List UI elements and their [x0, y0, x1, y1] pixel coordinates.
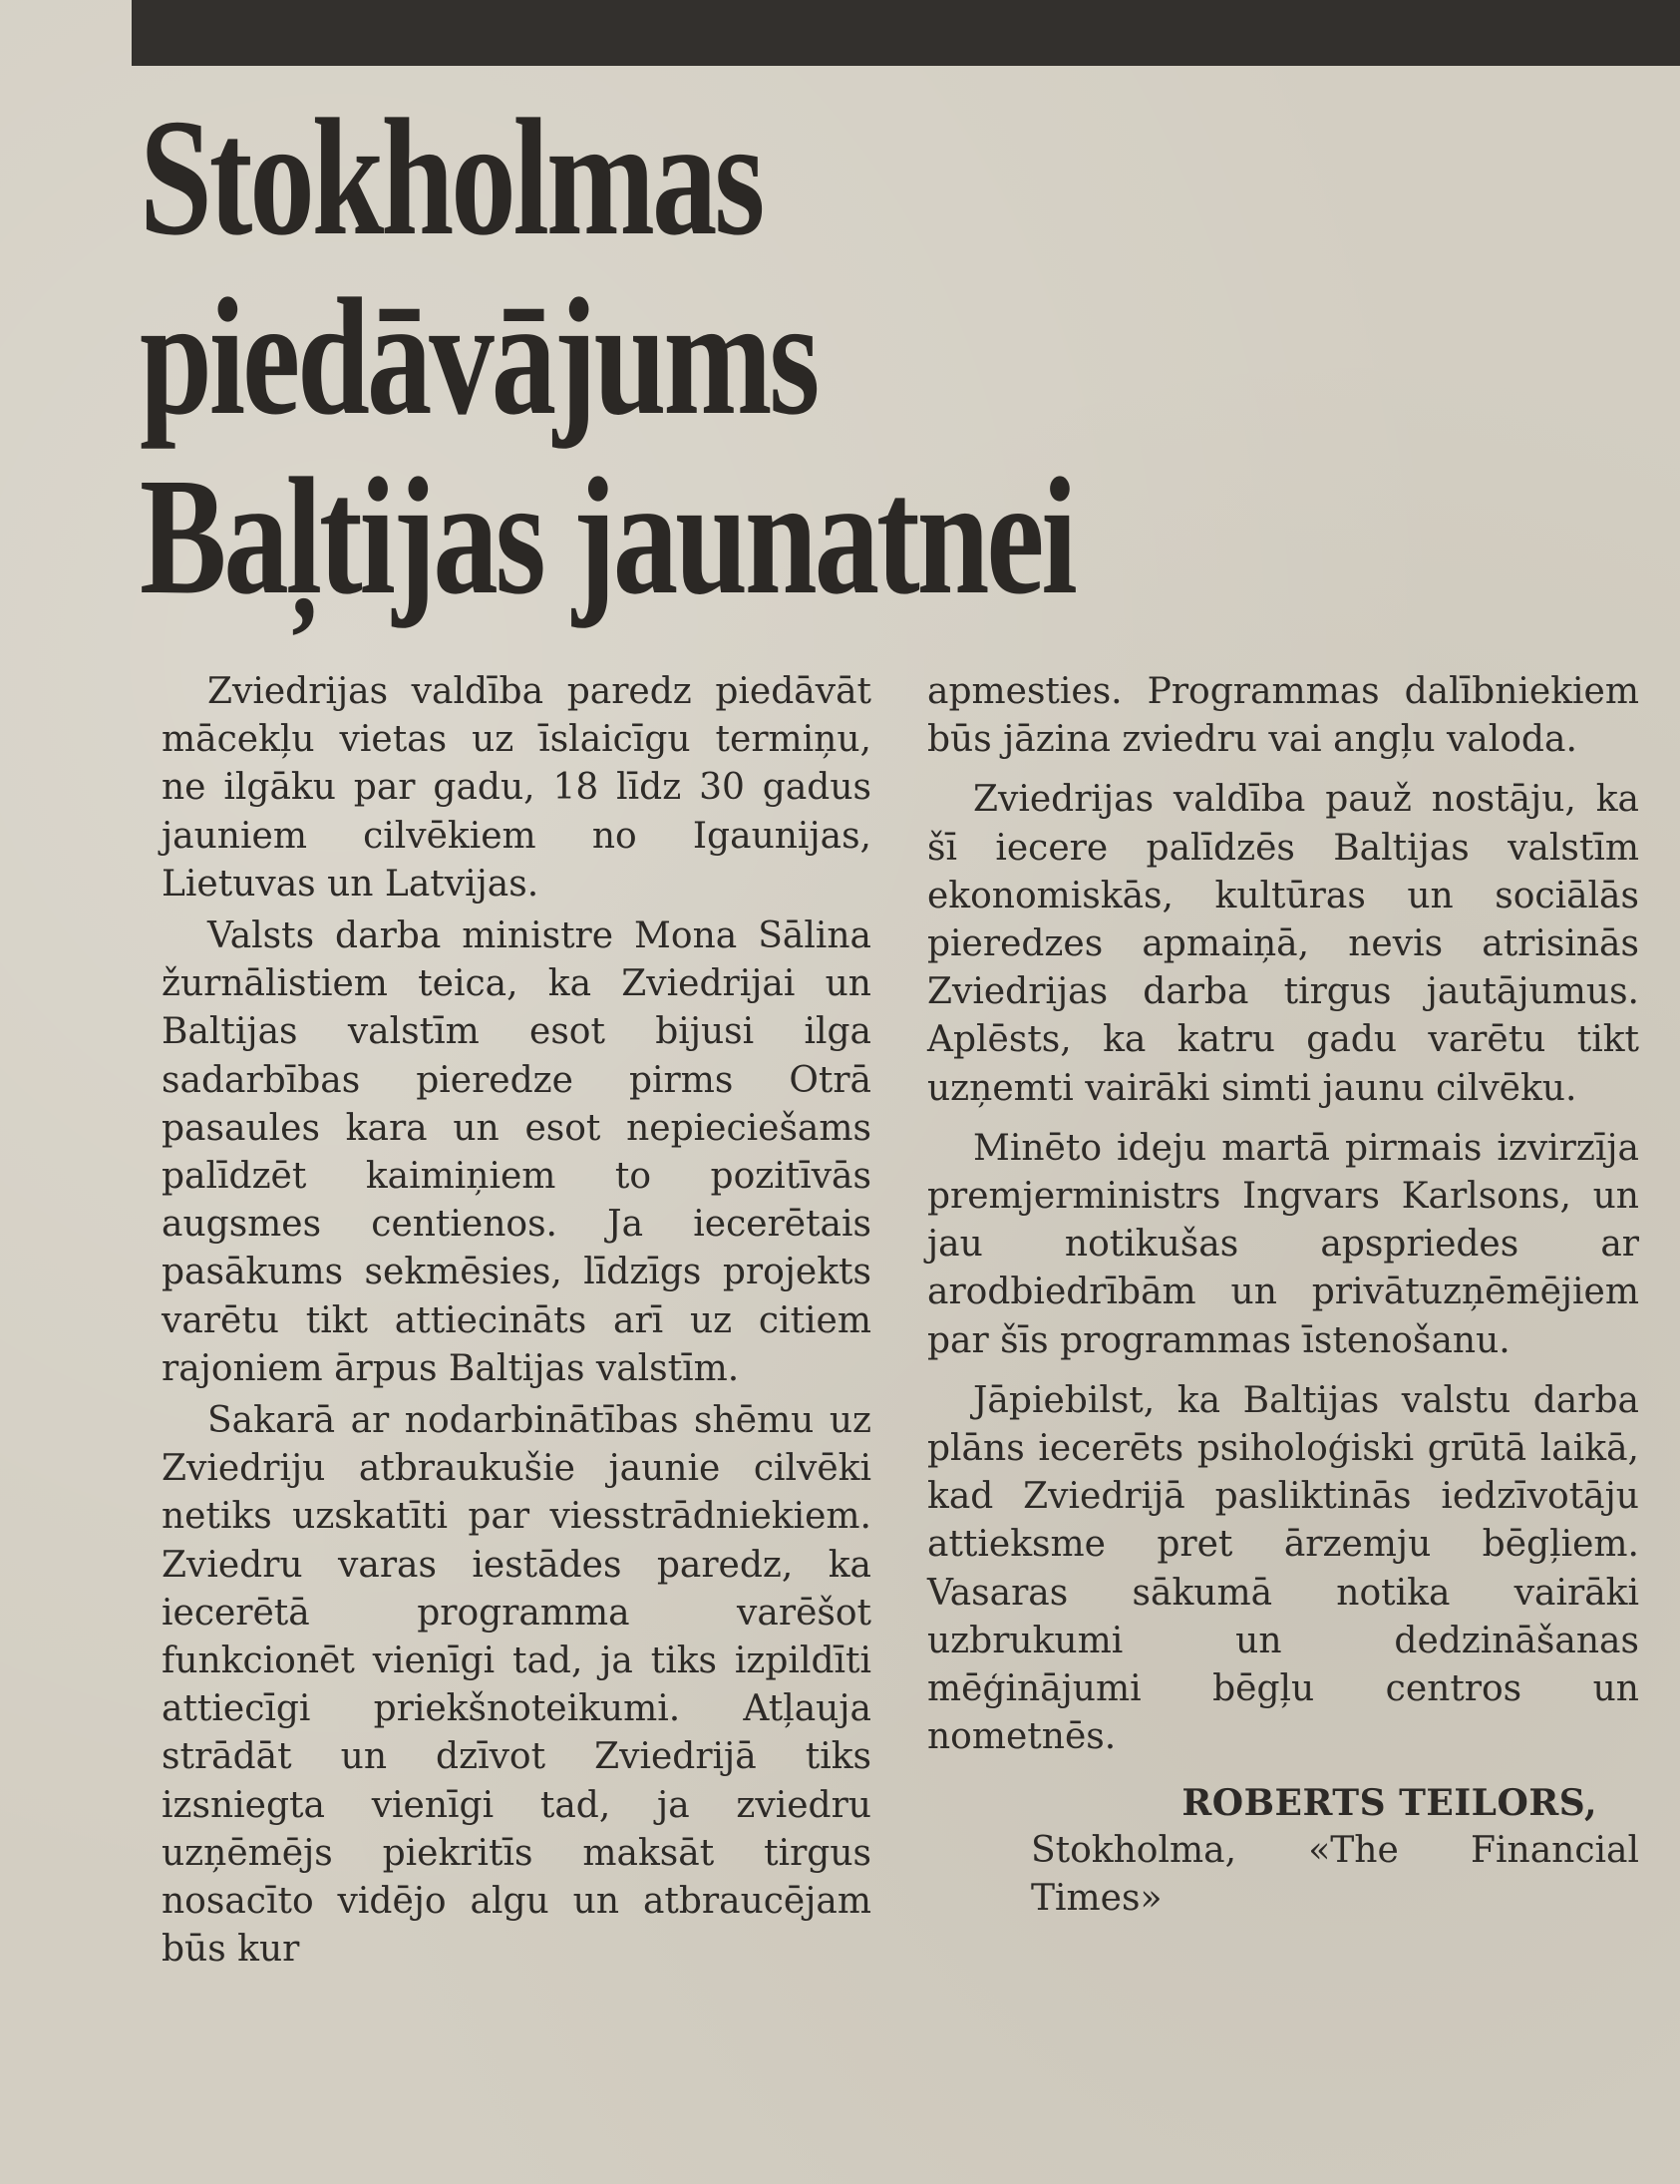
article-column-left: [162, 668, 871, 1974]
header-rule: [132, 0, 1680, 66]
byline: [927, 1779, 1639, 1923]
byline-author: ROBERTS TEILORS,: [1181, 1782, 1597, 1825]
paragraph: Minēto ideju martā pirmais izvirzīja premjerministrs Ingvars Karlsons, un jau notikušas apspriedes ar arodbiedrībām un privātuzņēmējiem par šīs programmas īstenošanu.: [927, 1127, 1639, 1361]
headline-line: Baļtijas jaunatnei: [140, 444, 1075, 629]
headline: [140, 85, 1075, 629]
headline-line: Stokholmas: [140, 85, 763, 270]
paragraph: apmesties. Programmas dalībniekiem būs jāzina zviedru vai angļu valoda.: [927, 671, 1639, 761]
paragraph: Zviedrijas valdība paredz piedāvāt mācekļu vietas uz īslaicīgu termiņu, ne ilgāku par gadu, 18 līdz 30 gadus jauniem cilvēkiem no Igaunijas, Lietuvas un Latvijas.: [162, 671, 871, 905]
paragraph: Valsts darba ministre Mona Sālina žurnālistiem teica, ka Zviedrijai un Baltijas valstīm esot bijusi ilga sadarbības pieredze pirms Otrā pasaules kara un esot nepieciešams palīdzēt kaimiņiem to pozitīvās augsmes centienos. Ja iecerētais pasākums sekmēsies, līdzīgs projekts varētu tikt attiecināts arī uz citiem rajoniem ārpus Baltijas valstīm.: [162, 915, 871, 1389]
headline-line: piedāvājums: [140, 264, 818, 450]
byline-source: Stokholma, «The Financial Times»: [1031, 1830, 1639, 1920]
paragraph: Jāpiebilst, ka Baltijas valstu darba plāns iecerēts psiholoģiski grūtā laikā, kad Zviedrijā pasliktinās iedzīvotāju attieksme pret ārzemju bēgļiem. Vasaras sākumā notika vairāki uzbrukumi un dedzināšanas mēģinājumi bēgļu centros un nometnēs.: [927, 1379, 1639, 1758]
article-column-right: [927, 668, 1639, 1923]
paragraph: Zviedrijas valdība pauž nostāju, ka šī iecere palīdzēs Baltijas valstīm ekonomiskās, kultūras un sociālās pieredzes apmaiņā, nevis atrisinās Zviedrijas darba tirgus jautājumus. Aplēsts, ka katru gadu varētu tikt uzņemti vairāki simti jaunu cilvēku.: [927, 779, 1639, 1109]
paragraph: Sakarā ar nodarbinātības shēmu uz Zviedriju atbraukušie jaunie cilvēki netiks uzskatīti par viesstrādniekiem. Zviedru varas iestādes paredz, ka iecerētā programma varēšot funkcionēt vienīgi tad, ja tiks izpildīti attiecīgi priekšnoteikumi. Atļauja strādāt un dzīvot Zviedrijā tiks izsniegta vienīgi tad, ja zviedru uzņēmējs piekritīs maksāt tirgus nosacīto vidējo algu un atbraucējam būs kur: [162, 1400, 871, 1971]
